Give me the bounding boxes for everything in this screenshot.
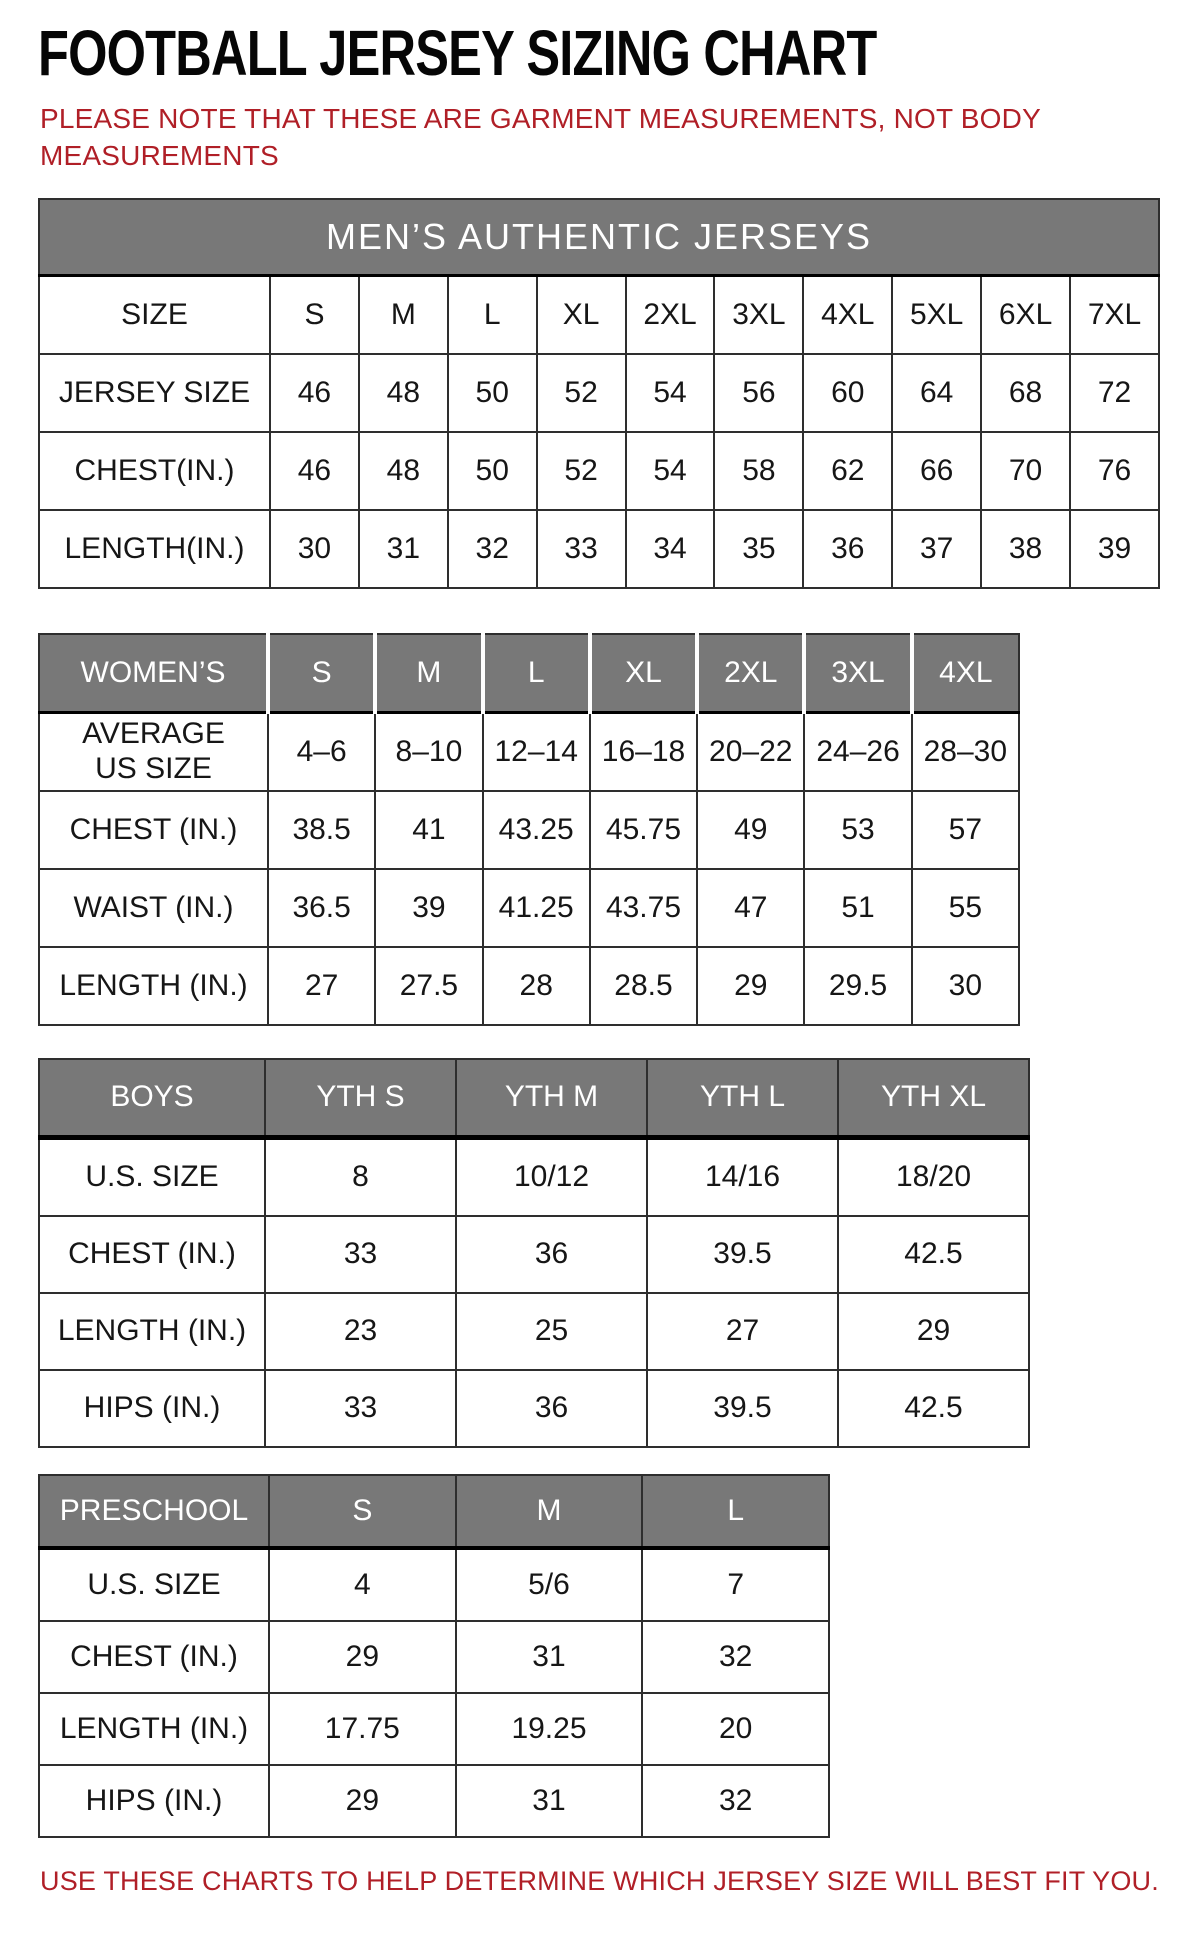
value-cell: 32 — [642, 1621, 829, 1693]
size-cell: 4XL — [803, 275, 892, 354]
value-cell: 51 — [804, 869, 911, 947]
size-header-cell: YTH M — [456, 1059, 647, 1138]
value-cell: 41 — [375, 791, 482, 869]
size-header-cell: L — [483, 634, 590, 713]
value-cell: 60 — [803, 354, 892, 432]
garment-measurement-note: PLEASE NOTE THAT THESE ARE GARMENT MEASUREMENTS, NOT BODY MEASUREMENTS — [40, 103, 1041, 171]
boys-header-row — [39, 1059, 1029, 1138]
value-cell: 39 — [1070, 510, 1159, 588]
value-cell: 4–6 — [268, 712, 375, 791]
mens-table — [38, 198, 1160, 589]
value-cell: 19.25 — [456, 1693, 643, 1765]
preschool-header-row — [39, 1475, 829, 1548]
table-header-label: PRESCHOOL — [39, 1475, 269, 1548]
value-cell: 29 — [838, 1293, 1029, 1370]
value-cell: 38 — [981, 510, 1070, 588]
size-header-cell: YTH L — [647, 1059, 838, 1138]
size-cell: XL — [537, 275, 626, 354]
table-row — [39, 1137, 1029, 1216]
size-header-cell: YTH XL — [838, 1059, 1029, 1138]
table-row — [39, 275, 1159, 354]
value-cell: 76 — [1070, 432, 1159, 510]
value-cell: 23 — [265, 1293, 456, 1370]
value-cell: 16–18 — [590, 712, 697, 791]
row-label: U.S. SIZE — [39, 1548, 269, 1621]
table-row — [39, 1765, 829, 1837]
value-cell: 20–22 — [697, 712, 804, 791]
size-header-cell: M — [375, 634, 482, 713]
value-cell: 42.5 — [838, 1216, 1029, 1293]
value-cell: 27 — [268, 947, 375, 1025]
value-cell: 57 — [912, 791, 1019, 869]
table-header-label: BOYS — [39, 1059, 265, 1138]
value-cell: 52 — [537, 354, 626, 432]
value-cell: 45.75 — [590, 791, 697, 869]
value-cell: 12–14 — [483, 712, 590, 791]
row-label: CHEST (IN.) — [39, 1216, 265, 1293]
row-label: LENGTH (IN.) — [39, 1693, 269, 1765]
value-cell: 17.75 — [269, 1693, 456, 1765]
boys-table — [38, 1058, 1030, 1448]
value-cell: 66 — [892, 432, 981, 510]
row-label: JERSEY SIZE — [39, 354, 270, 432]
row-label: WAIST (IN.) — [39, 869, 268, 947]
value-cell: 43.25 — [483, 791, 590, 869]
value-cell: 50 — [448, 432, 537, 510]
table-row — [39, 1370, 1029, 1447]
row-label: HIPS (IN.) — [39, 1765, 269, 1837]
value-cell: 68 — [981, 354, 1070, 432]
value-cell: 32 — [642, 1765, 829, 1837]
value-cell: 28–30 — [912, 712, 1019, 791]
value-cell: 54 — [626, 354, 715, 432]
value-cell: 27.5 — [375, 947, 482, 1025]
row-label: U.S. SIZE — [39, 1137, 265, 1216]
table-row — [39, 1548, 829, 1621]
value-cell: 8–10 — [375, 712, 482, 791]
size-header-cell: S — [268, 634, 375, 713]
table-row — [39, 1693, 829, 1765]
table-row — [39, 354, 1159, 432]
size-header-cell: 3XL — [804, 634, 911, 713]
size-header-cell: YTH S — [265, 1059, 456, 1138]
value-cell: 14/16 — [647, 1137, 838, 1216]
value-cell: 58 — [714, 432, 803, 510]
value-cell: 29 — [269, 1621, 456, 1693]
value-cell: 41.25 — [483, 869, 590, 947]
size-cell: 7XL — [1070, 275, 1159, 354]
value-cell: 33 — [537, 510, 626, 588]
size-header-cell: S — [269, 1475, 456, 1548]
size-cell: L — [448, 275, 537, 354]
value-cell: 39 — [375, 869, 482, 947]
value-cell: 39.5 — [647, 1216, 838, 1293]
table-row — [39, 510, 1159, 588]
size-cell: 2XL — [626, 275, 715, 354]
table-row — [39, 869, 1019, 947]
value-cell: 34 — [626, 510, 715, 588]
value-cell: 29 — [269, 1765, 456, 1837]
value-cell: 33 — [265, 1216, 456, 1293]
mens-banner: MEN’S AUTHENTIC JERSEYS — [39, 199, 1159, 276]
value-cell: 48 — [359, 354, 448, 432]
value-cell: 36 — [803, 510, 892, 588]
value-cell: 50 — [448, 354, 537, 432]
value-cell: 8 — [265, 1137, 456, 1216]
mens-banner-row — [39, 199, 1159, 276]
value-cell: 42.5 — [838, 1370, 1029, 1447]
value-cell: 70 — [981, 432, 1070, 510]
value-cell: 28 — [483, 947, 590, 1025]
value-cell: 54 — [626, 432, 715, 510]
page-title — [38, 17, 1170, 89]
value-cell: 31 — [456, 1765, 643, 1837]
value-cell: 24–26 — [804, 712, 911, 791]
page-title-text: FOOTBALL JERSEY SIZING CHART — [38, 17, 877, 89]
row-label: CHEST (IN.) — [39, 791, 268, 869]
value-cell: 43.75 — [590, 869, 697, 947]
value-cell: 32 — [448, 510, 537, 588]
table-row — [39, 791, 1019, 869]
value-cell: 46 — [270, 354, 359, 432]
size-header-cell: 2XL — [697, 634, 804, 713]
value-cell: 38.5 — [268, 791, 375, 869]
value-cell: 18/20 — [838, 1137, 1029, 1216]
row-label: LENGTH (IN.) — [39, 947, 268, 1025]
row-label: AVERAGE US SIZE — [39, 712, 268, 791]
value-cell: 56 — [714, 354, 803, 432]
table-row — [39, 1216, 1029, 1293]
row-label: SIZE — [39, 275, 270, 354]
table-header-label: WOMEN’S — [39, 634, 268, 713]
value-cell: 36 — [456, 1216, 647, 1293]
value-cell: 72 — [1070, 354, 1159, 432]
table-row — [39, 1621, 829, 1693]
womens-table — [38, 633, 1020, 1026]
table-row — [39, 1293, 1029, 1370]
size-header-cell: L — [642, 1475, 829, 1548]
value-cell: 48 — [359, 432, 448, 510]
row-label: LENGTH (IN.) — [39, 1293, 265, 1370]
value-cell: 25 — [456, 1293, 647, 1370]
value-cell: 4 — [269, 1548, 456, 1621]
table-row — [39, 432, 1159, 510]
size-cell: 5XL — [892, 275, 981, 354]
value-cell: 7 — [642, 1548, 829, 1621]
value-cell: 29.5 — [804, 947, 911, 1025]
womens-header-row — [39, 634, 1019, 713]
value-cell: 35 — [714, 510, 803, 588]
value-cell: 10/12 — [456, 1137, 647, 1216]
size-cell: 6XL — [981, 275, 1070, 354]
value-cell: 46 — [270, 432, 359, 510]
value-cell: 31 — [359, 510, 448, 588]
value-cell: 62 — [803, 432, 892, 510]
value-cell: 5/6 — [456, 1548, 643, 1621]
row-label: CHEST (IN.) — [39, 1621, 269, 1693]
value-cell: 53 — [804, 791, 911, 869]
value-cell: 27 — [647, 1293, 838, 1370]
size-cell: S — [270, 275, 359, 354]
size-header-cell: 4XL — [912, 634, 1019, 713]
size-header-cell: M — [456, 1475, 643, 1548]
table-row — [39, 947, 1019, 1025]
value-cell: 55 — [912, 869, 1019, 947]
size-cell: M — [359, 275, 448, 354]
value-cell: 36.5 — [268, 869, 375, 947]
preschool-table — [38, 1474, 830, 1838]
value-cell: 47 — [697, 869, 804, 947]
value-cell: 20 — [642, 1693, 829, 1765]
value-cell: 64 — [892, 354, 981, 432]
value-cell: 30 — [270, 510, 359, 588]
table-row — [39, 712, 1019, 791]
size-cell: 3XL — [714, 275, 803, 354]
value-cell: 39.5 — [647, 1370, 838, 1447]
value-cell: 31 — [456, 1621, 643, 1693]
size-header-cell: XL — [590, 634, 697, 713]
value-cell: 30 — [912, 947, 1019, 1025]
value-cell: 52 — [537, 432, 626, 510]
row-label: CHEST(IN.) — [39, 432, 270, 510]
row-label: LENGTH(IN.) — [39, 510, 270, 588]
value-cell: 28.5 — [590, 947, 697, 1025]
value-cell: 49 — [697, 791, 804, 869]
value-cell: 36 — [456, 1370, 647, 1447]
value-cell: 29 — [697, 947, 804, 1025]
row-label: HIPS (IN.) — [39, 1370, 265, 1447]
value-cell: 33 — [265, 1370, 456, 1447]
value-cell: 37 — [892, 510, 981, 588]
fit-advice-note: USE THESE CHARTS TO HELP DETERMINE WHICH JERSEY SIZE WILL BEST FIT YOU. — [40, 1865, 1159, 1896]
